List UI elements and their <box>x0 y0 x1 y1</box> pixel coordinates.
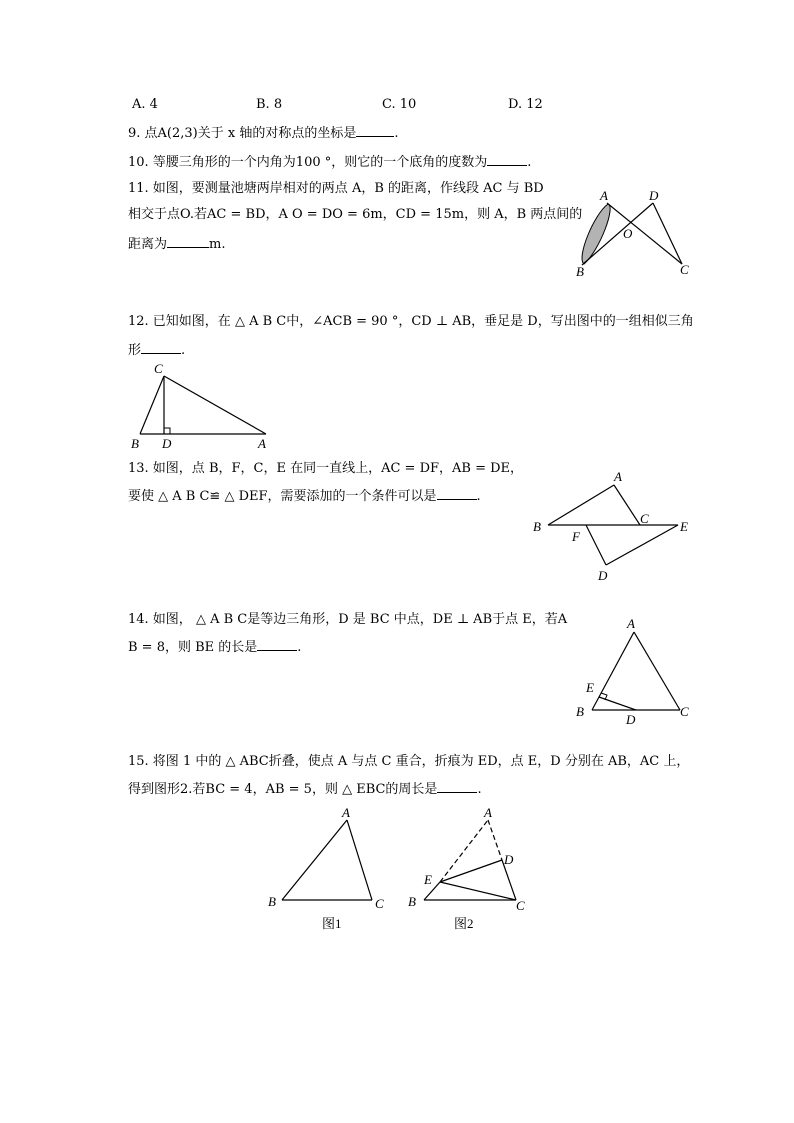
segment-dc <box>653 203 682 264</box>
q15-blank <box>437 780 477 793</box>
q15-end: . <box>477 782 482 797</box>
q12-figure <box>128 358 278 454</box>
q13-blank <box>437 487 477 500</box>
label-e: E <box>424 872 432 887</box>
label-a: A <box>614 469 622 484</box>
segment-ab <box>282 820 347 900</box>
q12-text: 形 <box>128 343 142 358</box>
label-f: F <box>572 529 580 544</box>
segment-ab <box>548 485 614 525</box>
label-b: B <box>576 704 584 719</box>
label-a: A <box>342 805 350 820</box>
q12-blank <box>141 341 181 354</box>
label-c: C <box>680 704 689 719</box>
label-b: B <box>576 264 584 279</box>
q10-end: . <box>527 155 532 170</box>
segment-ca <box>164 376 266 434</box>
label-a: A <box>258 436 266 451</box>
q12-end: . <box>181 343 186 358</box>
right-angle-mark <box>164 428 170 434</box>
q15-text: 得到图形2.若BC = 4，AB = 5，则 △ EBC的周长是 <box>128 782 438 797</box>
q13-line2 <box>128 487 481 506</box>
label-d: D <box>504 852 514 867</box>
segment-de <box>606 525 678 565</box>
q8-option-b: B. 8 <box>256 97 283 112</box>
q13-line1: 13. 如图，点 B，F，C，E 在同一直线上，AC = DF，AB = DE， <box>128 461 524 476</box>
q11-figure <box>570 188 700 280</box>
q9-line <box>128 124 398 143</box>
label-a: A <box>484 805 492 820</box>
segment-ac <box>614 485 640 525</box>
segment-ec <box>440 882 516 900</box>
segment-bc <box>140 376 164 434</box>
label-d: D <box>626 712 636 727</box>
figure-2-caption: 图2 <box>454 916 474 931</box>
q11-line2: 相交于点O.若AC = BD，A O = DO = 6m，CD = 15m，则 A，B 两点间的 <box>128 207 583 222</box>
label-e: E <box>586 680 594 695</box>
q11-unit: m. <box>209 237 226 252</box>
label-b: B <box>408 894 416 909</box>
q9-end: . <box>394 126 399 141</box>
q11-text: 距离为 <box>128 237 168 252</box>
label-b: B <box>268 894 276 909</box>
q15-line2 <box>128 780 482 799</box>
q10-line <box>128 153 531 172</box>
q8-option-a: A. 4 <box>132 97 158 112</box>
segment-ac <box>347 820 372 900</box>
label-a: A <box>627 616 635 631</box>
segment-fd <box>586 525 606 565</box>
q10-text: 10. 等腰三角形的一个内角为100 °，则它的一个底角的度数为 <box>128 155 488 170</box>
q14-blank <box>257 638 297 651</box>
segment-de <box>599 697 636 710</box>
q13-text: 要使 △ A B C≌ △ DEF，需要添加的一个条件可以是 <box>128 489 437 504</box>
label-c: C <box>154 361 163 376</box>
q14-figure <box>570 614 700 726</box>
label-c: C <box>680 262 689 277</box>
q11-blank <box>167 235 209 248</box>
q15-figure-1 <box>262 802 392 932</box>
label-a: A <box>600 188 608 203</box>
label-b: B <box>131 436 139 451</box>
q14-line2 <box>128 638 301 657</box>
figure-1-caption: 图1 <box>322 916 342 931</box>
q13-figure <box>530 465 700 587</box>
q8-option-d: D. 12 <box>508 97 543 112</box>
q9-text: 9. 点A(2,3)关于 x 轴的对称点的坐标是 <box>128 126 357 141</box>
q14-text: B = 8，则 BE 的长是 <box>128 640 258 655</box>
label-d: D <box>598 568 608 583</box>
q14-line1: 14. 如图， △ A B C是等边三角形，D 是 BC 中点，DE ⊥ AB于点 E，若A <box>128 612 568 627</box>
segment-ab <box>592 632 634 710</box>
label-d: D <box>649 188 659 203</box>
label-c: C <box>640 511 649 526</box>
q12-line1: 12. 已知如图，在 △ A B C中，∠ACB = 90 °，CD ⊥ AB，垂足是 D，写出图中的一组相似三角 <box>128 314 694 329</box>
q9-blank <box>356 124 394 137</box>
segment-ac <box>634 632 680 710</box>
q11-line3 <box>128 235 225 254</box>
q11-line1: 11. 如图，要测量池塘两岸相对的两点 A，B 的距离，作线段 AC 与 BD <box>128 181 544 196</box>
label-c: C <box>516 898 525 913</box>
label-d: D <box>162 436 172 451</box>
segment-ad-dashed <box>488 820 502 860</box>
q14-end: . <box>297 640 302 655</box>
q15-line1: 15. 将图 1 中的 △ ABC折叠，使点 A 与点 C 重合，折痕为 ED，点 E，D 分别在 AB，AC 上， <box>128 754 690 769</box>
segment-ed <box>440 860 502 882</box>
label-b: B <box>533 519 541 534</box>
label-e: E <box>680 519 688 534</box>
q13-end: . <box>476 489 481 504</box>
q8-option-c: C. 10 <box>382 97 417 112</box>
q15-figure-2 <box>404 802 534 932</box>
q10-blank <box>487 153 527 166</box>
label-c: C <box>375 896 384 911</box>
segment-ea-dashed <box>440 820 488 882</box>
pond-shape <box>582 204 610 264</box>
label-o: O <box>623 226 633 241</box>
